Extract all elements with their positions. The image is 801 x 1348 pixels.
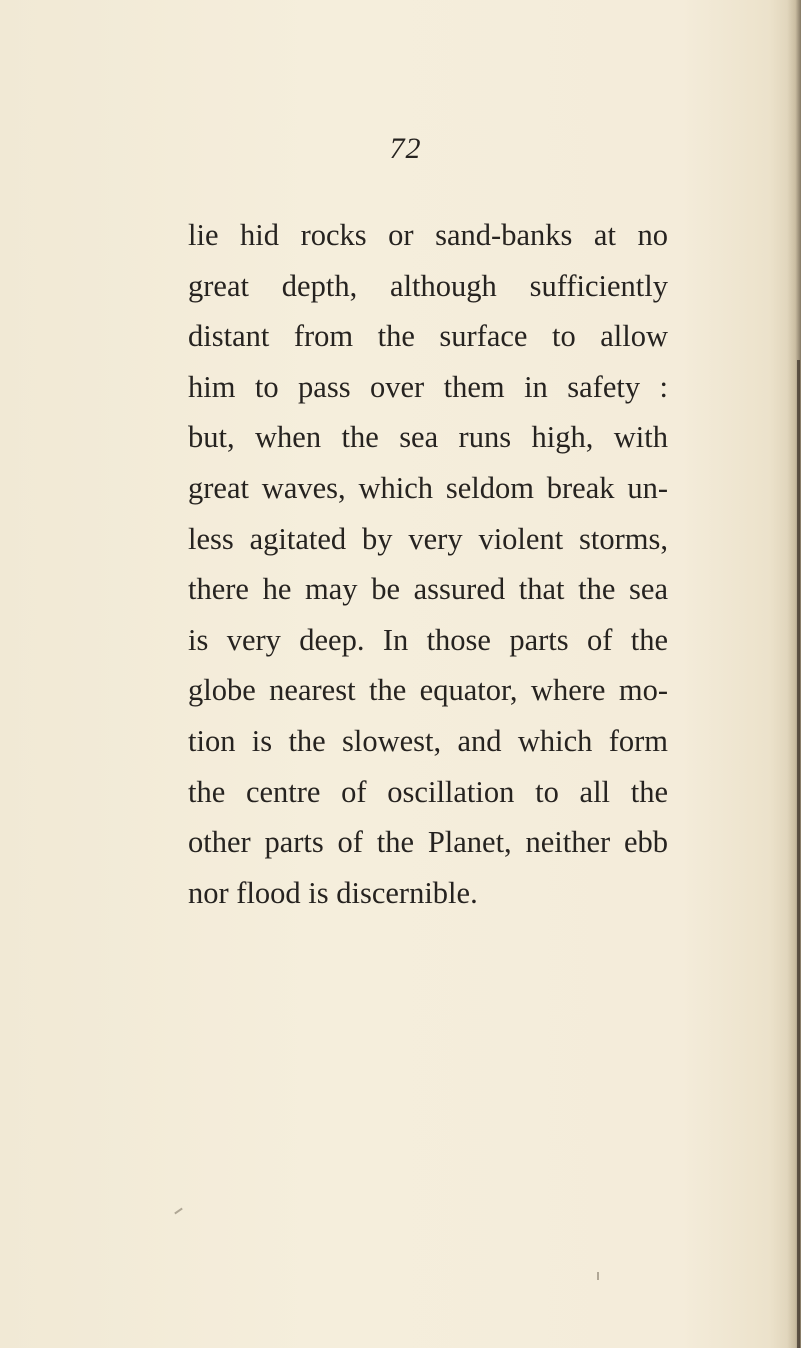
text-line: lie hid rocks or sand-banks at no	[188, 218, 668, 252]
text-line: globe nearest the equator, where mo-	[188, 673, 668, 708]
text-line: tion is the slowest, and which form	[188, 723, 668, 758]
page-binding-edge	[797, 360, 800, 1348]
text-line: great depth, although sufficiently	[188, 268, 668, 303]
text-line: him to pass over them in safety :	[188, 369, 668, 404]
paper-speck	[174, 1208, 183, 1215]
text-line: other parts of the Planet, neither ebb	[188, 825, 668, 860]
text-line: great waves, which seldom break un-	[188, 470, 668, 505]
text-line: but, when the sea runs high, with	[188, 420, 668, 455]
text-line-last: nor flood is discernible.	[188, 875, 478, 910]
page-number: 72	[389, 132, 422, 165]
text-line: the centre of oscillation to all the	[188, 774, 668, 809]
body-text	[188, 210, 668, 918]
paper-speck	[597, 1272, 599, 1280]
text-line: there he may be assured that the sea	[188, 572, 668, 607]
text-line: is very deep. In those parts of the	[188, 622, 668, 657]
text-line: distant from the surface to allow	[188, 319, 668, 354]
text-line: less agitated by very violent storms,	[188, 521, 668, 556]
